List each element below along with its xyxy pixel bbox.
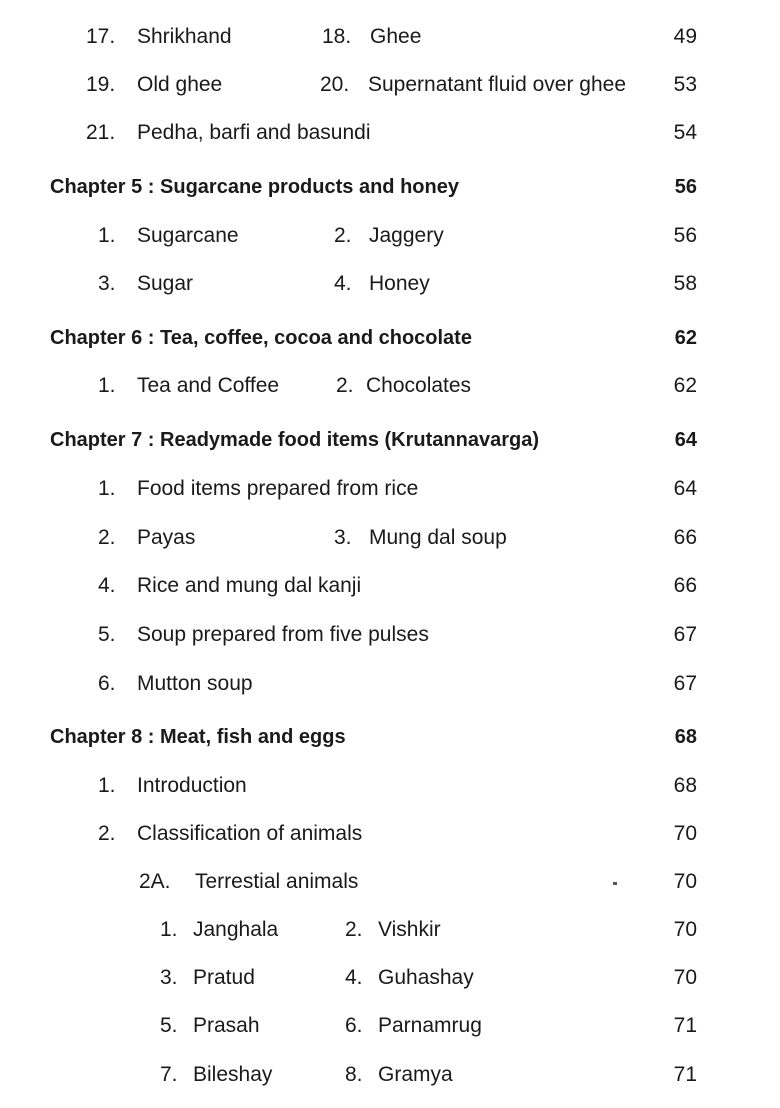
page-number: 71 (673, 1063, 697, 1086)
toc-item (0, 474, 780, 504)
item-number: 7. (160, 1063, 178, 1086)
toc-item (0, 221, 780, 251)
chapter-title: Chapter 6 : Tea, coffee, cocoa and chocolate (50, 327, 472, 349)
item-number: 2. (345, 918, 363, 941)
item-number: 20. (320, 73, 350, 96)
item-number: 4. (98, 574, 116, 597)
item-title: Chocolates (366, 374, 472, 397)
page-number: 49 (673, 25, 697, 48)
page-number: 67 (673, 672, 697, 695)
page-number: 71 (673, 1014, 697, 1037)
item-number: 3. (334, 526, 352, 549)
page-number: 70 (673, 870, 697, 893)
item-number: 2. (98, 526, 116, 549)
item-title: Prasah (193, 1014, 260, 1037)
page-number: 70 (673, 822, 697, 845)
page-number: 62 (674, 327, 697, 349)
toc-subitem (0, 867, 780, 897)
page-number: 53 (673, 73, 697, 96)
item-title: Jaggery (369, 224, 444, 247)
item-title: Shrikhand (137, 25, 232, 48)
page-number: 67 (673, 623, 697, 646)
item-number: 1. (160, 918, 178, 941)
item-number: 6. (345, 1014, 363, 1037)
page-number: 68 (674, 726, 697, 748)
scan-speck (613, 882, 617, 885)
page-number: 68 (673, 774, 697, 797)
item-number: 18. (322, 25, 352, 48)
item-number: 2. (336, 374, 354, 397)
item-title: Guhashay (378, 966, 474, 989)
item-title: Parnamrug (378, 1014, 482, 1037)
item-title: Pedha, barfi and basundi (137, 121, 371, 144)
item-title: Mutton soup (137, 672, 253, 695)
item-number: 8. (345, 1063, 363, 1086)
page-number: 56 (674, 176, 697, 198)
chapter-title: Chapter 8 : Meat, fish and eggs (50, 726, 346, 748)
toc-item (0, 70, 780, 100)
toc-subsubitem (0, 963, 780, 993)
item-title: Old ghee (137, 73, 223, 96)
item-title: Introduction (137, 774, 247, 797)
item-title: Terrestial animals (195, 870, 359, 893)
item-title: Rice and mung dal kanji (137, 574, 362, 597)
item-number: 6. (98, 672, 116, 695)
item-title: Pratud (193, 966, 255, 989)
chapter-heading (0, 172, 780, 202)
item-number: 19. (86, 73, 116, 96)
chapter-heading (0, 323, 780, 353)
item-number: 3. (98, 272, 116, 295)
item-title: Payas (137, 526, 196, 549)
page-number: 64 (674, 429, 697, 451)
item-title: Gramya (378, 1063, 453, 1086)
item-title: Sugarcane (137, 224, 239, 247)
item-number: 2. (334, 224, 352, 247)
item-number: 4. (345, 966, 363, 989)
item-number: 17. (86, 25, 116, 48)
toc-subsubitem (0, 1060, 780, 1090)
page-number: 62 (673, 374, 697, 397)
item-title: Supernatant fluid over ghee (368, 73, 627, 96)
item-number: 21. (86, 121, 116, 144)
item-number: 1. (98, 477, 116, 500)
item-title: Classification of animals (137, 822, 363, 845)
item-title: Soup prepared from five pulses (137, 623, 429, 646)
page-number: 64 (673, 477, 697, 500)
page-number: 58 (673, 272, 697, 295)
page-number: 70 (673, 966, 697, 989)
page-number: 56 (673, 224, 697, 247)
item-number: 5. (160, 1014, 178, 1037)
item-number: 5. (98, 623, 116, 646)
item-number: 2. (98, 822, 116, 845)
chapter-heading (0, 722, 780, 752)
item-number: 4. (334, 272, 352, 295)
item-number: 1. (98, 774, 116, 797)
toc-item (0, 118, 780, 148)
page-number: 54 (673, 121, 697, 144)
page-number: 66 (673, 574, 697, 597)
toc-subsubitem (0, 915, 780, 945)
item-number: 3. (160, 966, 178, 989)
toc-item (0, 269, 780, 299)
chapter-title: Chapter 5 : Sugarcane products and honey (50, 176, 459, 198)
toc-item (0, 371, 780, 401)
item-title: Janghala (193, 918, 279, 941)
toc-subsubitem (0, 1011, 780, 1041)
toc-item (0, 523, 780, 553)
item-title: Bileshay (193, 1063, 273, 1086)
toc-item (0, 669, 780, 699)
item-title: Mung dal soup (369, 526, 507, 549)
item-title: Tea and Coffee (137, 374, 280, 397)
page-number: 66 (673, 526, 697, 549)
item-title: Vishkir (378, 918, 441, 941)
item-title: Ghee (370, 25, 422, 48)
toc-item (0, 819, 780, 849)
item-number: 1. (98, 224, 116, 247)
toc-item (0, 771, 780, 801)
page-number: 70 (673, 918, 697, 941)
chapter-heading (0, 425, 780, 455)
item-number: 2A. (139, 870, 171, 893)
chapter-title: Chapter 7 : Readymade food items (Krutannavarga) (50, 429, 539, 451)
toc-item (0, 620, 780, 650)
toc-item (0, 22, 780, 52)
item-title: Food items prepared from rice (137, 477, 419, 500)
item-title: Sugar (137, 272, 194, 295)
item-number: 1. (98, 374, 116, 397)
item-title: Honey (369, 272, 430, 295)
toc-item (0, 571, 780, 601)
